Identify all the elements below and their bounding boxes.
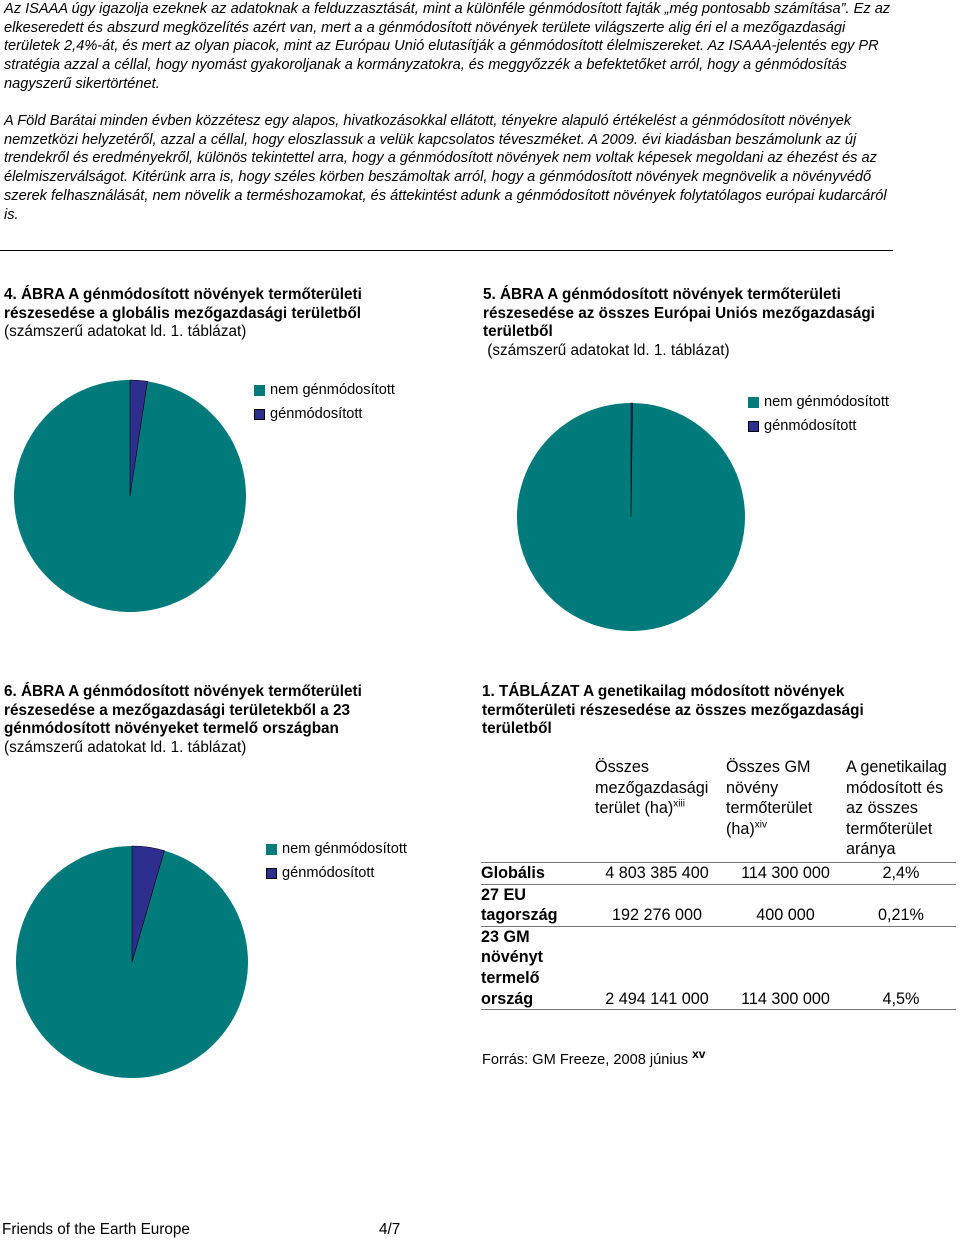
footer-page-number: 4/7	[379, 1221, 401, 1238]
figure-4-subtitle: (számszerű adatokat ld. 1. táblázat)	[4, 323, 247, 341]
source-note: xv	[692, 1047, 706, 1062]
figure-5-title-text: 5. ÁBRA A génmódosított növények termőterületi részesedése az összes Európai Uniós mezőgazdasági területből	[483, 286, 875, 341]
legend-swatch-non-gm	[266, 844, 277, 855]
row-gm: 114 300 000	[725, 926, 846, 1009]
table-header-gm	[725, 757, 846, 862]
row-ratio: 2,4%	[846, 862, 956, 884]
row-label: 23 GM növényt termelő ország	[481, 926, 589, 1009]
row-label: 27 EU tagország	[481, 884, 589, 926]
row-gm: 400 000	[725, 884, 846, 926]
table-header-row	[481, 757, 956, 862]
legend-label-gm: génmódosított	[270, 406, 363, 422]
legend-label-gm: génmódosított	[282, 865, 375, 881]
gm-area-table	[481, 757, 956, 1010]
figure-6-legend	[266, 837, 407, 885]
header-gm-text: Összes GM növény termőterület (ha)	[726, 758, 813, 838]
table-1-title: 1. TÁBLÁZAT A genetikailag módosított növények termőterületi részesedése az összes mezőgazdasági területből	[482, 683, 864, 738]
legend-label-non-gm: nem génmódosított	[282, 841, 407, 857]
row-label: Globális	[481, 862, 589, 884]
body-paragraph: A Föld Barátai minden évben közzétesz egy alapos, hivatkozásokkal ellátott, tényekre alapuló értékelést a génmódosított növények nemzetközi helyzetéről, azzal a céllal, hogy eloszlassuk a velük kapcsolatos téveszméket. A 2009. évi kiadásban beszámolunk az új trendekről és eredményekről, különös tekintettel arra, hogy a génmódosított növények nem voltak képesek megoldani az éhezést és az élelmiszerválságot. Kitérünk arra is, hogy széles körben beszámoltak arról, hogy a génmódosított növények megnövelik a növényvédő szerek felhasználását, nem növelik a terméshozamokat, és áttekintést adunk a génmódosított növények folytatólagos európai kudarcáról is.	[4, 113, 887, 223]
legend-item-non-gm	[266, 837, 407, 861]
figure-4-title-text: 4. ÁBRA A génmódosított növények termőterületi részesedése a globális mezőgazdasági területből	[4, 286, 362, 322]
figure-6-title-text: 6. ÁBRA A génmódosított növények termőterületi részesedése a mezőgazdasági területekből a 23 génmódosított növényeket termelő országban	[4, 683, 362, 738]
intro-paragraph: Az ISAAA úgy igazolja ezeknek az adatoknak a felduzzasztását, mint a különféle génmódosított fajták „még pontosabb számítása”. Ez az elkeseredett és abszurd megközelítés azért van, mert a a génmódosított növények területe világszerte alig éri el a mezőgazdasági területek 2,4%-át, és mert az olyan piacok, mint az Európau Unió elutasítják a génmódosított élelmiszereket. Az ISAAA-jelentés egy PR stratégia azzal a céllal, hogy nyomást gyakoroljanak a kormányzatokra, és meggyőzzék a befektetőket arról, hogy a génmódosítás nagyszerű sikertörténet.	[4, 1, 891, 92]
footer-organization: Friends of the Earth Europe	[2, 1221, 190, 1238]
row-total: 4 803 385 400	[589, 862, 725, 884]
header-gm-note: xiv	[754, 819, 768, 831]
legend-swatch-gm	[266, 868, 277, 879]
row-total: 192 276 000	[589, 884, 725, 926]
header-total-note: xiii	[673, 798, 685, 810]
table-row	[481, 926, 956, 1009]
legend-label-non-gm: nem génmódosított	[270, 382, 395, 398]
table-header-ratio: A genetikailag módosított és az összes termőterület aránya	[846, 758, 947, 859]
table-row	[481, 862, 956, 884]
figure-6-subtitle: (számszerű adatokat ld. 1. táblázat)	[4, 739, 247, 757]
row-gm: 114 300 000	[725, 862, 846, 884]
table-header-total	[589, 757, 725, 862]
legend-label-non-gm: nem génmódosított	[764, 394, 889, 410]
source-text: Forrás: GM Freeze, 2008 június	[482, 1052, 689, 1068]
table-corner-cell	[481, 757, 589, 862]
figure-5-subtitle: (számszerű adatokat ld. 1. táblázat)	[483, 342, 730, 360]
legend-label-gm: génmódosított	[764, 418, 857, 434]
row-ratio: 4,5%	[846, 926, 956, 1009]
row-total: 2 494 141 000	[589, 926, 725, 1009]
table-row	[481, 884, 956, 926]
legend-item-gm	[266, 861, 407, 885]
header-total-text: Összes mezőgazdasági terület (ha)	[595, 758, 709, 818]
table-source	[482, 1047, 706, 1068]
row-ratio: 0,21%	[846, 884, 956, 926]
